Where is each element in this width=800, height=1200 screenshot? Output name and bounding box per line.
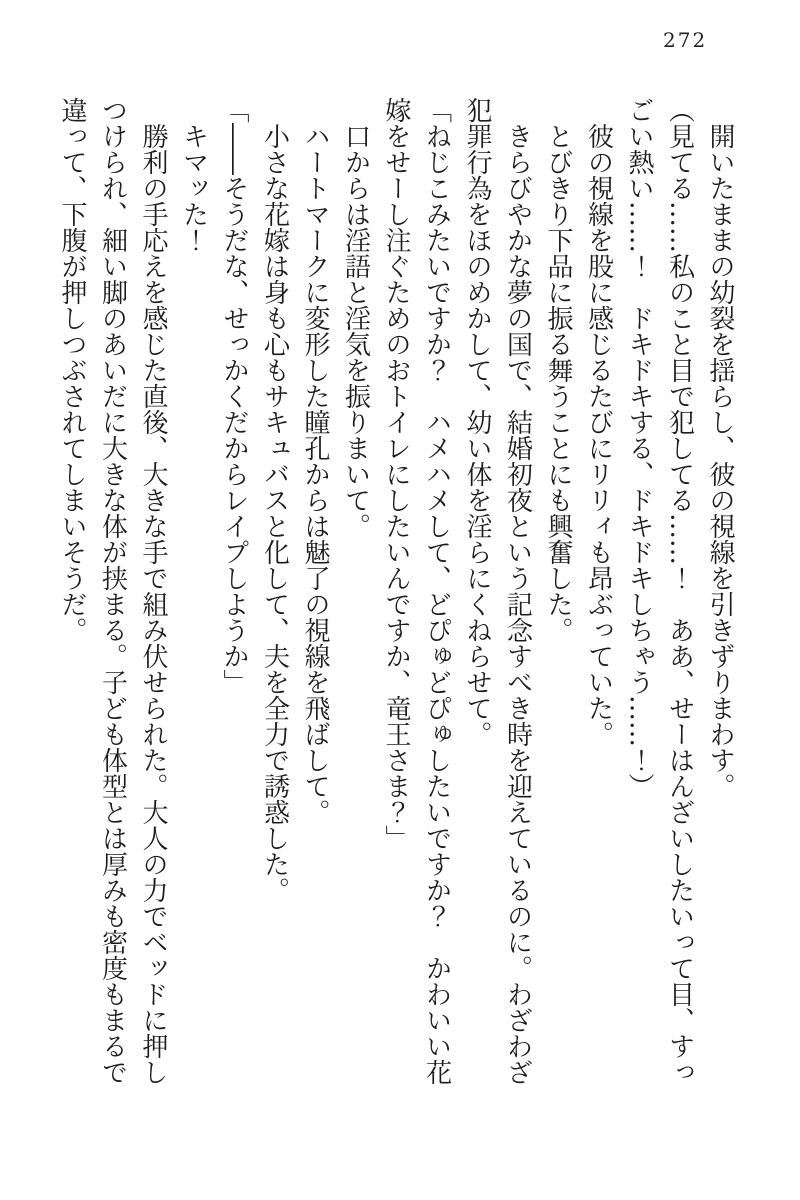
paragraph-12: 勝利の手応えを感じた直後、大きな手で組み伏せられた。大人の力でベッドに押しつけられ、細い脚のあいだに大きな体が挟まる。子ども体型とは厚みも密度もまるで違って、下腹が押しつぶされてしまいそうだ。 <box>57 97 168 1085</box>
paragraph-1: 開いたままの幼裂を揺らし、彼の視線を引きずりまわす。 <box>705 123 735 799</box>
paragraph-5: きらびやかな夢の国で、結婚初夜という記念すべき時を迎えているのに。わざわざ犯罪行為をほのめかして、幼い体を淫らにくねらせて。 <box>462 97 533 1085</box>
paragraph-7: 口からは淫語と淫気を振りまいて。 <box>340 123 371 539</box>
paragraph-11: キマッた！ <box>178 123 209 253</box>
paragraph-8: ハートマークに変形した瞳孔からは魅了の視線を飛ばして。 <box>300 123 330 825</box>
paragraph-10: 「――そうだな、せっかくだからレイプしようか」 <box>219 97 249 695</box>
page-number: 272 <box>663 28 708 52</box>
paragraph-4: とびきり下品に振る舞うことにも興奮した。 <box>543 123 573 643</box>
paragraph-6: 「ねじこみたいですか？ ハメハメして、どぴゅどぴゅしたいですか？ かわいい花嫁をせーし注ぐためのおトイレにしたいんですか、竜王さま？」 <box>381 97 452 1085</box>
paragraph-3: 彼の視線を股に感じるたびにリリィも昂ぶっていた。 <box>583 123 614 747</box>
paragraph-2: （見てる……私のこと目で犯してる……！ ああ、せーはんざいしたいって目、すっごい熱い……！ ドキドキする、ドキドキしちゃう……！） <box>624 97 695 1085</box>
body-text <box>52 97 741 1085</box>
paragraph-9: 小さな花嫁は身も心もサキュバスと化して、夫を全力で誘惑した。 <box>259 123 290 903</box>
